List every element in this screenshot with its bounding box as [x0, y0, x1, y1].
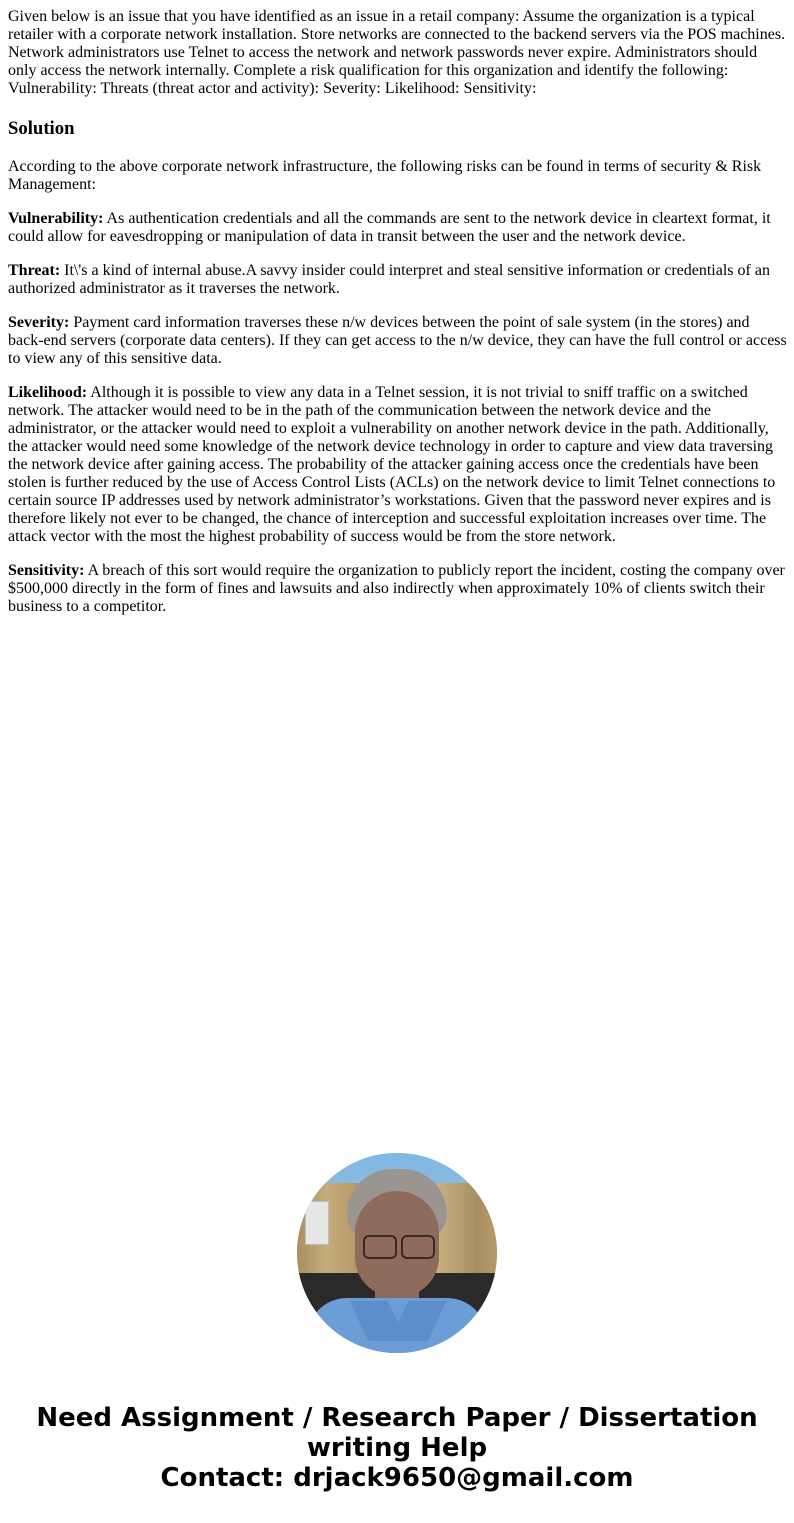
section-sensitivity	[8, 562, 788, 616]
section-threat	[8, 262, 788, 298]
promo-contact: Contact: drjack9650@gmail.com	[160, 1463, 634, 1493]
avatar-wall-switch	[305, 1201, 329, 1245]
author-avatar	[297, 1153, 497, 1353]
promo-line-2: writing Help	[306, 1433, 488, 1463]
solution-heading: Solution	[8, 118, 75, 139]
section-vulnerability	[8, 210, 788, 246]
glasses-icon	[363, 1235, 397, 1259]
section-text: As authentication credentials and all the commands are sent to the network device in cleartext format, it could allow for eavesdropping or manipulation of data in transit between the user and the network device.	[8, 210, 771, 245]
question-text: Given below is an issue that you have identified as an issue in a retail company: Assume the organization is a typical retailer with a corporate network installation. Store networks are connected to the backend servers via the POS machines. Network administrators use Telnet to access the network and network passwords never expire. Administrators should only access the network internally. Complete a risk qualification for this organization and identify the following: Vulnerability: Threats (threat actor and activity): Severity: Likelihood: Sensitivity:	[8, 8, 786, 97]
glasses-icon	[401, 1235, 435, 1259]
section-label: Sensitivity:	[8, 562, 85, 579]
section-label: Threat:	[8, 262, 61, 279]
section-text: Although it is possible to view any data in a Telnet session, it is not trivial to sniff traffic on a switched network. The attacker would need to be in the path of the communication between the network device and the administrator, or the attacker would need to exploit a vulnerability on another network device in the path. Additionally, the attacker would need some knowledge of the network device technology in order to capture and view data traversing the network device after gaining access. The probability of the attacker gaining access once the credentials have been stolen is further reduced by the use of Access Control Lists (ACLs) on the network device to limit Telnet connections to certain source IP addresses used by network administrator’s workstations. Given that the password never expires and is therefore likely not ever to be changed, the chance of interception and successful exploitation increases over time. The attack vector with the most the highest probability of success would be from the store network.	[8, 384, 776, 545]
solution-intro: According to the above corporate network infrastructure, the following risks can be found in terms of security & Risk Management:	[8, 158, 762, 193]
section-label: Likelihood:	[8, 384, 88, 401]
section-text: It\'s a kind of internal abuse.A savvy insider could interpret and steal sensitive information or credentials of an authorized administrator as it traverses the network.	[8, 262, 770, 297]
promo-line-1: Need Assignment / Research Paper / Dissertation	[36, 1403, 758, 1433]
section-text: Payment card information traverses these n/w devices between the point of sale system (in the stores) and back-end servers (corporate data centers). If they can get access to the n/w device, they can have the full control or access to view any of this sensitive data.	[8, 314, 787, 367]
section-label: Severity:	[8, 314, 70, 331]
section-likelihood	[8, 384, 788, 546]
promo-banner	[0, 1403, 794, 1493]
document-body	[8, 8, 788, 616]
section-severity	[8, 314, 788, 368]
section-label: Vulnerability:	[8, 210, 104, 227]
section-text: A breach of this sort would require the organization to publicly report the incident, costing the company over $500,000 directly in the form of fines and lawsuits and also indirectly when approximately 10% of clients switch their business to a competitor.	[8, 562, 785, 615]
